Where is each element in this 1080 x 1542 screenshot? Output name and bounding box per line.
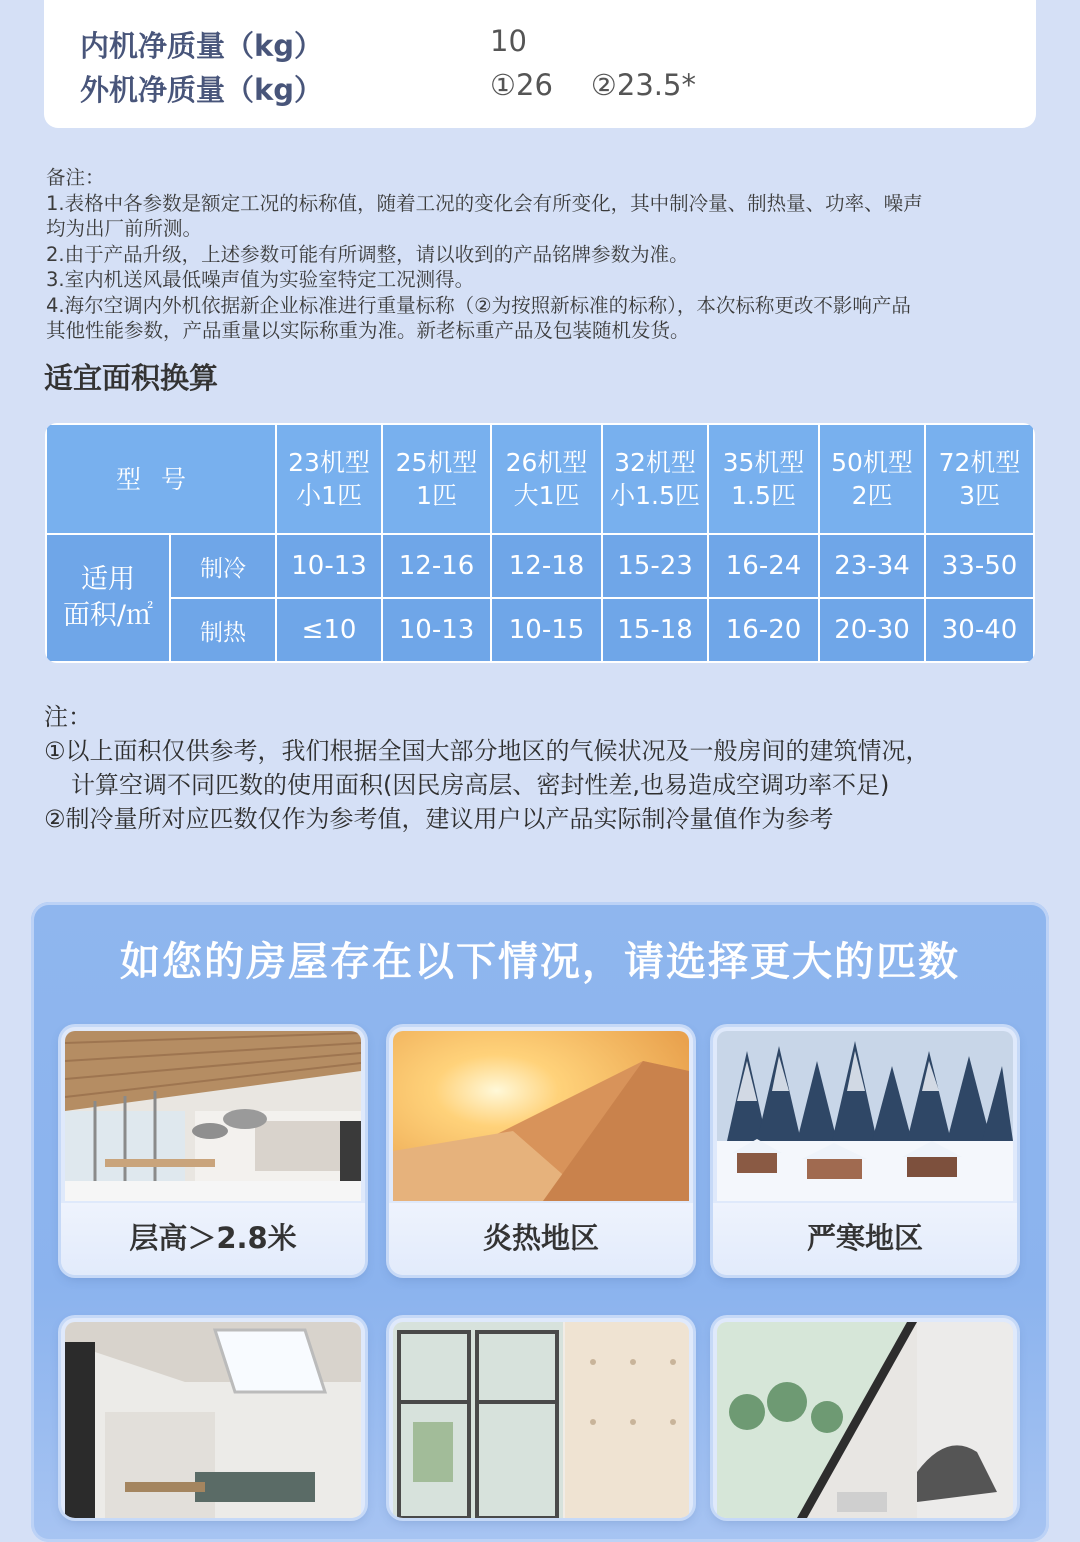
- suggestion-title: 如您的房屋存在以下情况，请选择更大的匹数: [120, 939, 960, 985]
- cooling-cell: 12-18: [491, 534, 602, 598]
- area-table: [45, 423, 1035, 663]
- outdoor-weight-label: 外机净质量（kg）: [80, 73, 324, 107]
- tile-high-ceiling: [61, 1027, 365, 1275]
- indoor-weight-label: 内机净质量（kg）: [80, 29, 324, 63]
- tile-attic: [61, 1318, 365, 1518]
- remarks-line: 1.表格中各参数是额定工况的标称值，随着工况的变化会有所变化，其中制冷量、制热量、功率、噪声: [46, 191, 923, 215]
- model-size: 1.5匹: [731, 481, 796, 510]
- heating-cell: 10-15: [491, 598, 602, 662]
- area-row-header: [46, 534, 170, 662]
- model-header-cell: [602, 424, 708, 534]
- model-size: 1匹: [416, 481, 457, 510]
- model-size: 小1匹: [296, 481, 362, 510]
- hot-desert-photo: [393, 1031, 689, 1201]
- remarks: [46, 165, 1046, 344]
- model-size: 2匹: [851, 481, 893, 510]
- heating-cell: 15-18: [602, 598, 708, 662]
- heating-cell: 10-13: [382, 598, 491, 662]
- model-header: 型号: [46, 424, 276, 534]
- model-code: 50机型: [831, 448, 913, 477]
- remarks-line: 其他性能参数，产品重量以实际称重为准。新老标重产品及包装随机发货。: [46, 319, 690, 342]
- cooling-cell: 15-23: [602, 534, 708, 598]
- model-header-cell: [491, 424, 602, 534]
- sloped-window-room-photo: [717, 1322, 1013, 1518]
- area-notes-title: 注：: [44, 703, 92, 731]
- model-size: 小1.5匹: [610, 481, 700, 510]
- model-header-cell: [382, 424, 491, 534]
- tile-glass-doors: [389, 1318, 693, 1518]
- cooling-cell: 10-13: [276, 534, 382, 598]
- outdoor-weight-value-2: ②23.5*: [590, 68, 696, 102]
- model-code: 35机型: [722, 448, 805, 477]
- area-note-line: ①以上面积仅供参考，我们根据全国大部分地区的气候状况及一般房间的建筑情况，: [44, 737, 930, 765]
- tile-caption: 层高＞2.8米: [61, 1203, 365, 1275]
- model-size: 大1匹: [513, 481, 580, 510]
- heating-cell: 30-40: [925, 598, 1034, 662]
- cooling-cell: 33-50: [925, 534, 1034, 598]
- model-code: 26机型: [505, 448, 588, 477]
- heating-cell: ≤10: [276, 598, 382, 662]
- tile-hot-region: [389, 1027, 693, 1275]
- indoor-weight-value-text: 10: [490, 24, 527, 58]
- tile-sloped-window: [713, 1318, 1017, 1518]
- cooling-cell: 12-16: [382, 534, 491, 598]
- tile-caption: 严寒地区: [713, 1203, 1017, 1275]
- remarks-line: 均为出厂前所测。: [46, 217, 203, 240]
- model-code: 25机型: [395, 448, 478, 477]
- outdoor-weight-value: [490, 68, 734, 102]
- heating-cell: 20-30: [819, 598, 925, 662]
- cooling-cell: 23-34: [819, 534, 925, 598]
- model-code: 72机型: [938, 448, 1021, 477]
- model-code: 23机型: [288, 448, 370, 477]
- model-header-cell: [819, 424, 925, 534]
- cooling-cell: 16-24: [708, 534, 819, 598]
- snowy-village-photo: [717, 1031, 1013, 1201]
- attic-room-photo: [65, 1322, 361, 1518]
- area-section-title: 适宜面积换算: [44, 361, 219, 395]
- model-size: 3匹: [959, 481, 1000, 510]
- area-note-line: 计算空调不同匹数的使用面积(因民房高层、密封性差,也易造成空调功率不足): [71, 771, 890, 799]
- area-note-line: ②制冷量所对应匹数仅作为参考值，建议用户以产品实际制冷量值作为参考: [44, 805, 834, 833]
- model-header-cell: [925, 424, 1034, 534]
- heating-label: 制热: [170, 598, 276, 662]
- high-ceiling-kitchen-photo: [65, 1031, 361, 1201]
- weight-card: [44, 0, 1036, 128]
- model-code: 32机型: [614, 448, 696, 477]
- area-header-line-1: 适用: [81, 564, 135, 595]
- cooling-label: 制冷: [170, 534, 276, 598]
- tile-caption: 炎热地区: [389, 1203, 693, 1275]
- area-notes: [44, 700, 930, 836]
- remarks-line: 3.室内机送风最低噪声值为实验室特定工况测得。: [46, 268, 475, 291]
- model-header-cell: [708, 424, 819, 534]
- area-header-line-2: 面积/㎡: [62, 600, 154, 631]
- heating-cell: 16-20: [708, 598, 819, 662]
- remarks-line: 4.海尔空调内外机依据新企业标准进行重量标称（②为按照新标准的标称），本次标称更改不影响产品: [46, 293, 911, 317]
- model-header-cell: [276, 424, 382, 534]
- outdoor-weight-value-1: ①26: [490, 68, 553, 102]
- glass-doors-room-photo: [393, 1322, 689, 1518]
- remarks-title: 备注：: [46, 166, 105, 189]
- remarks-line: 2.由于产品升级，上述参数可能有所调整，请以收到的产品铭牌参数为准。: [46, 242, 689, 266]
- indoor-weight-value: [490, 24, 565, 58]
- tile-cold-region: [713, 1027, 1017, 1275]
